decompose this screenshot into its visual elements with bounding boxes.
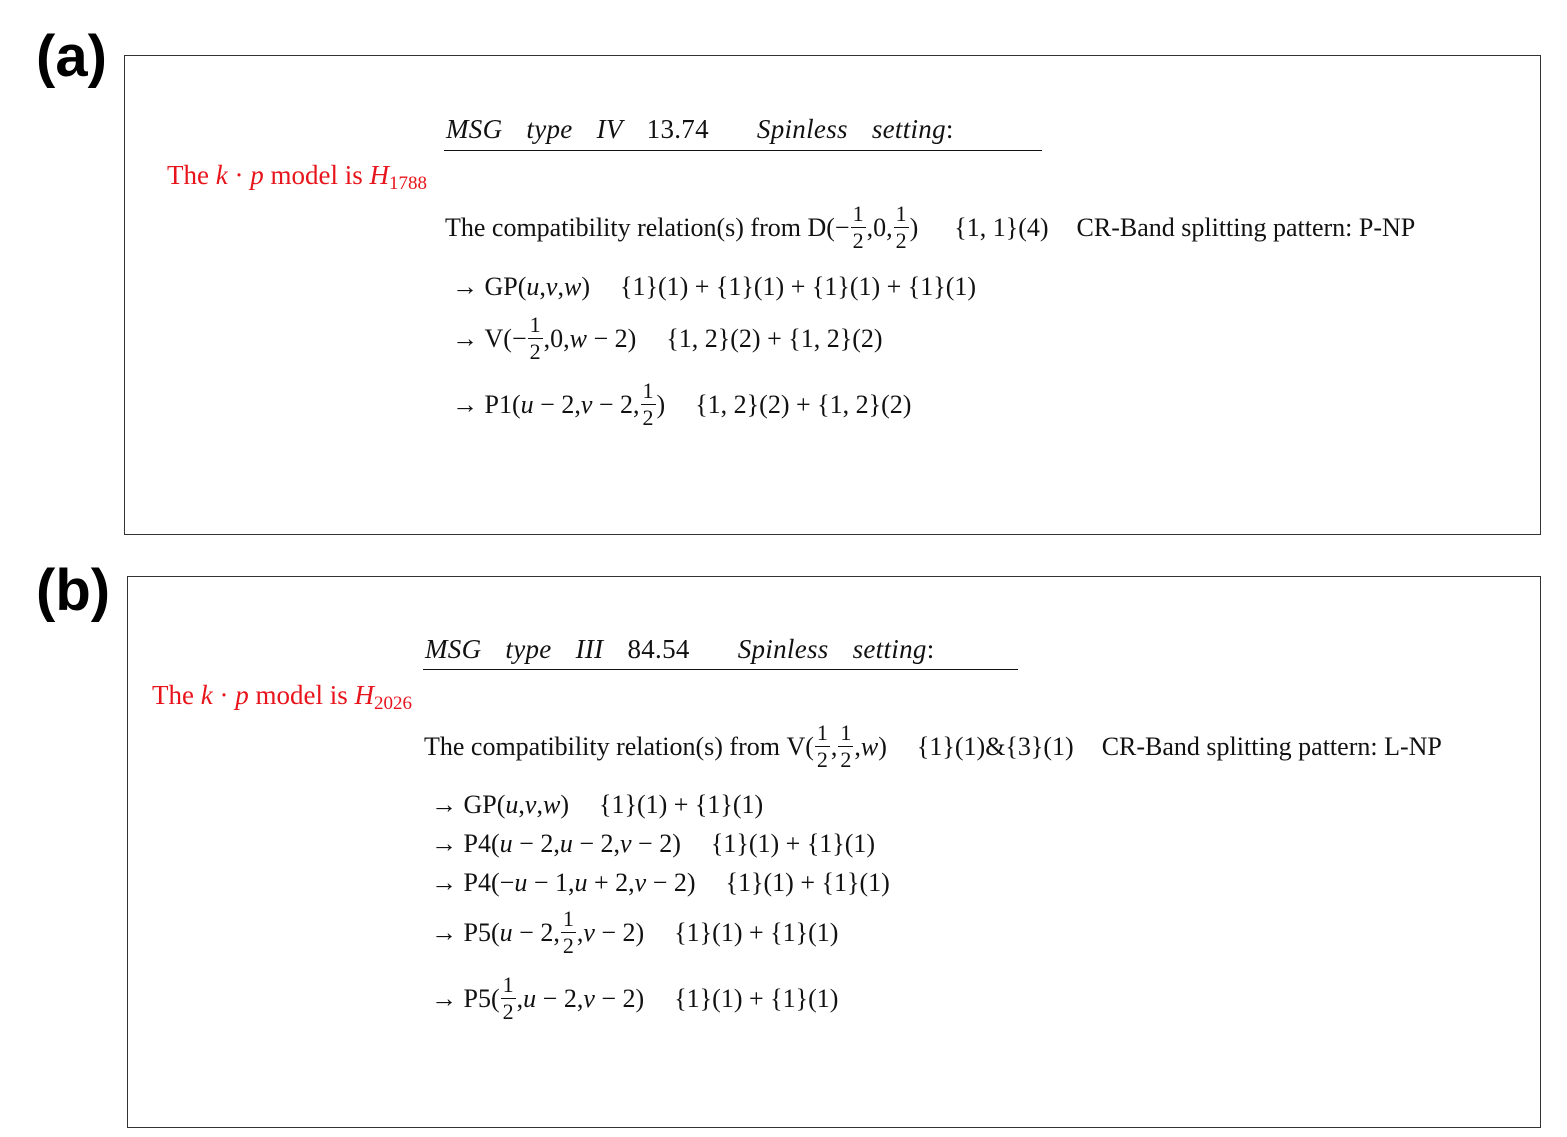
fraction: $\frac{1}{2}$ bbox=[895, 201, 907, 253]
panel-a-relation-1: → GP ( u , v , w ) {1}(1) + {1}(1) + {1}(1) + {1}(1) bbox=[452, 272, 977, 301]
panel-b-title: MSG type III 84.54 Spinless setting: bbox=[425, 634, 935, 664]
fraction: $\frac{1}{2}$ bbox=[852, 201, 864, 253]
fraction: $\frac{1}{2}$ bbox=[816, 720, 828, 772]
panel-b-model-line: The k · p model is $H_{2026}$ bbox=[152, 680, 412, 714]
panel-b-compat-line: The compatibility relation(s) from V ( $\frac{1}{2}$ , $\frac{1}{2}$ , w ) {1}(1)&{3}(1) CR-Band splitting pattern: L-NP bbox=[424, 720, 1442, 772]
fraction: $\frac{1}{2}$ bbox=[642, 378, 654, 430]
panel-a-label: (a) bbox=[36, 24, 107, 89]
panel-b-relation-5: → P5 ( $\frac{1}{2}$ , u − 2 , v − 2 ) {1}(1) + {1}(1) bbox=[431, 972, 839, 1024]
panel-a-title: MSG type IV 13.74 Spinless setting: bbox=[446, 114, 954, 144]
fraction: $\frac{1}{2}$ bbox=[840, 720, 852, 772]
panel-b-relation-2: → P4 ( u − 2 , u − 2 , v − 2 ) {1}(1) + {1}(1) bbox=[431, 829, 876, 858]
panel-b-relation-4: → P5 ( u − 2 , $\frac{1}{2}$ , v − 2 ) {1}(1) + {1}(1) bbox=[431, 906, 839, 958]
panel-a-title-underline bbox=[444, 150, 1042, 151]
panel-a-compat-line: The compatibility relation(s) from D ( − $\frac{1}{2}$ , 0 , $\frac{1}{2}$ ) {1, 1}(4) CR-Band splitting pattern: P-NP bbox=[445, 201, 1416, 253]
panel-b-title-underline bbox=[423, 669, 1018, 670]
panel-a-relation-3: → P1 ( u − 2 , v − 2 , $\frac{1}{2}$ ) {1, 2}(2) + {1, 2}(2) bbox=[452, 378, 912, 430]
panel-b-relation-3: → P4 ( − u − 1 , u + 2 , v − 2 ) {1}(1) + {1}(1) bbox=[431, 868, 890, 897]
panel-b-label: (b) bbox=[36, 558, 111, 623]
fraction: $\frac{1}{2}$ bbox=[502, 972, 514, 1024]
fraction: $\frac{1}{2}$ bbox=[562, 906, 574, 958]
panel-a-relation-2: → V ( − $\frac{1}{2}$ , 0 , w − 2 ) {1, 2}(2) + {1, 2}(2) bbox=[452, 312, 883, 364]
panel-b-relation-1: → GP ( u , v , w ) {1}(1) + {1}(1) bbox=[431, 790, 764, 819]
panel-a-model-line: The k · p model is $H_{1788}$ bbox=[167, 160, 427, 194]
fraction: $\frac{1}{2}$ bbox=[529, 312, 541, 364]
